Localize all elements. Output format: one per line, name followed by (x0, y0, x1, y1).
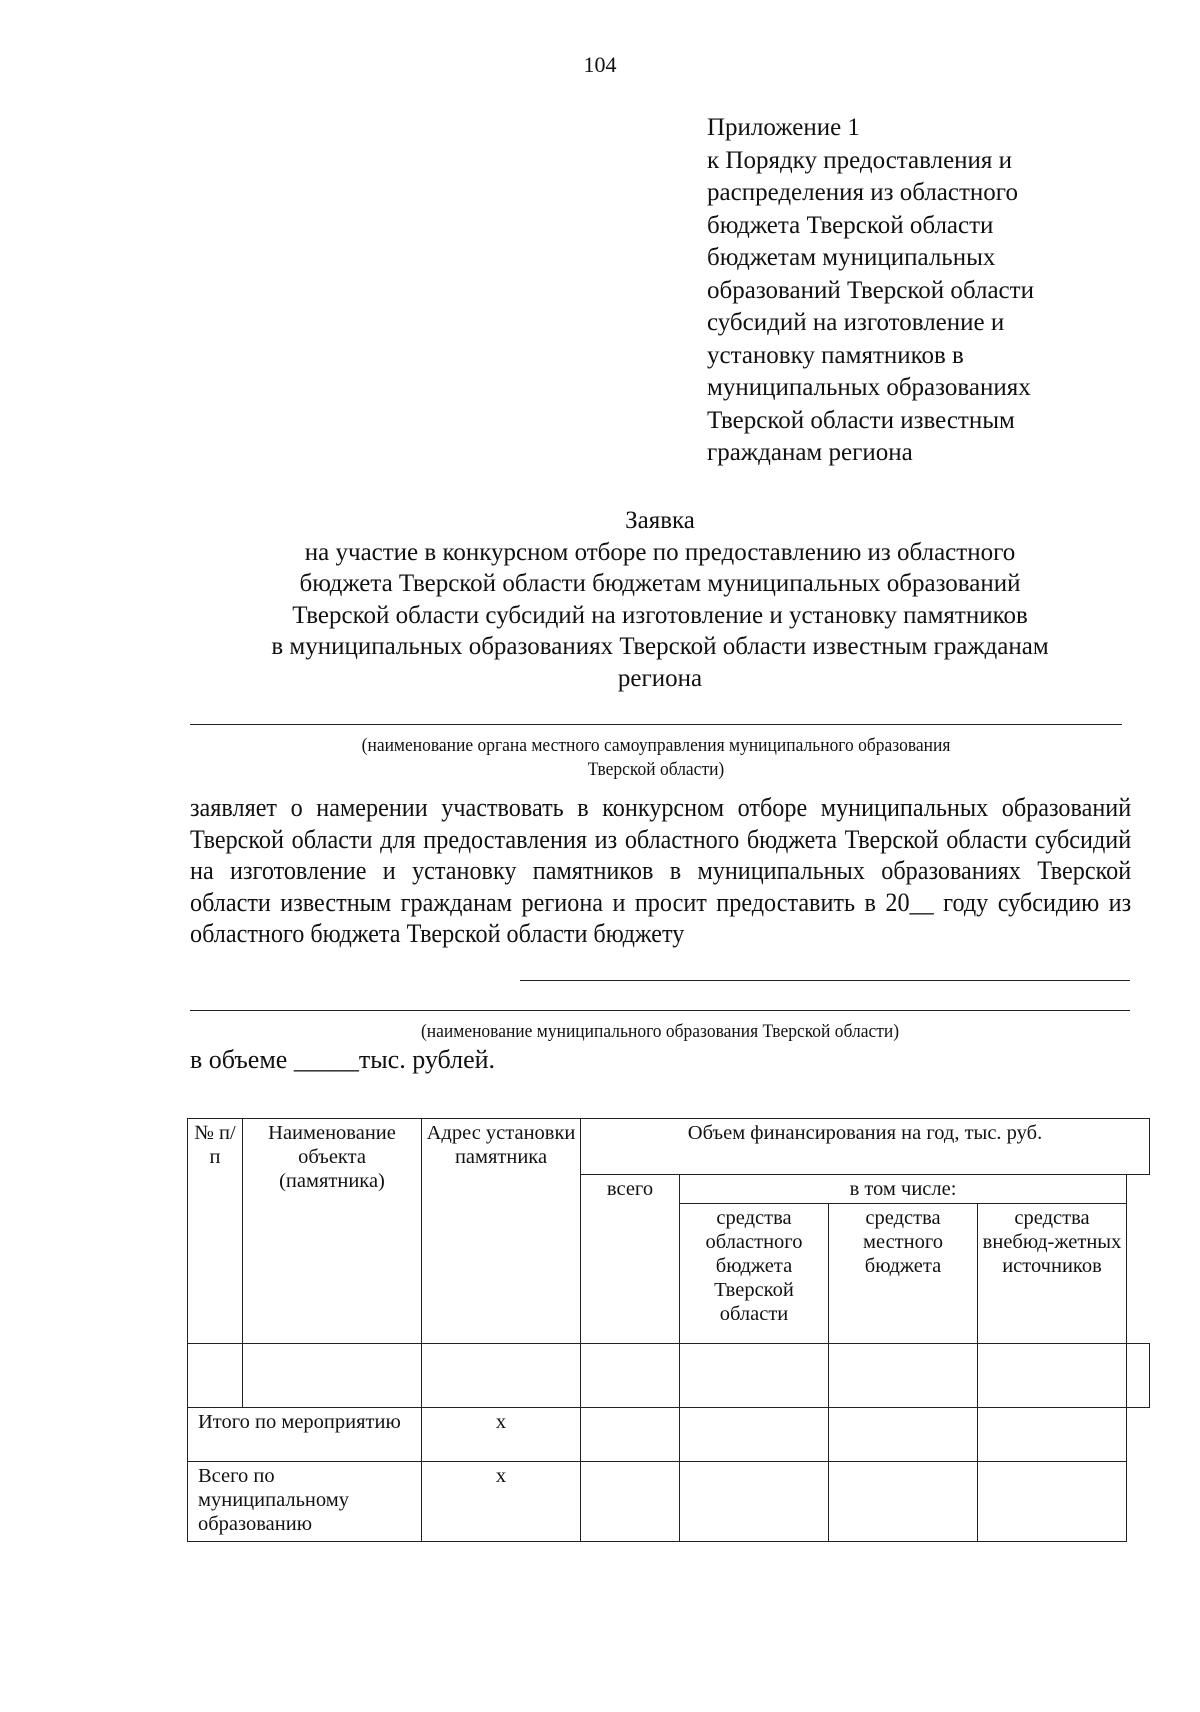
row-address: x (422, 1462, 581, 1542)
header-local: средства местного бюджета (829, 1204, 978, 1344)
volume-blank[interactable]: _____ (293, 1045, 359, 1074)
row-label: Всего по муниципальному образованию (188, 1462, 422, 1542)
caption-line: (наименование органа местного самоуправления муниципального образования (361, 735, 951, 756)
title-line: в муниципальных образованиях Тверской области известным гражданам (271, 633, 1049, 660)
header-total: всего (581, 1175, 680, 1344)
cell[interactable] (581, 1344, 680, 1408)
appendix-line: Тверской области известным (707, 406, 1015, 434)
appendix-line: бюджета Тверской области (707, 211, 994, 239)
volume-prefix: в объеме (190, 1045, 294, 1074)
cell[interactable] (680, 1408, 829, 1462)
caption-body-name (227, 734, 1084, 782)
caption-municipality: (наименование муниципального образования Тверской области) (420, 1021, 900, 1042)
cell[interactable] (422, 1344, 581, 1408)
cell[interactable] (581, 1408, 680, 1462)
appendix-line: к Порядку предоставления и (707, 146, 1013, 174)
header-name: Наименование объекта (памятника) (243, 1119, 422, 1344)
cell[interactable] (829, 1408, 978, 1462)
row-label: Итого по мероприятию (188, 1408, 422, 1462)
cell[interactable] (188, 1344, 243, 1408)
appendix-line: Приложение 1 (707, 114, 860, 141)
row-address: x (422, 1408, 581, 1462)
fill-line-budget[interactable] (520, 980, 1130, 981)
appendix-line: образований Тверской области (707, 276, 1034, 304)
body-paragraph: заявляет о намерении участвовать в конкурсном отборе муниципальных образований Тверской области для предоставления из областного бюджета Тверской области субсидий на изготовление и установку памятников в муниципальных образованиях Тверской области известным гражданам региона и просит предоставить в 20__ году субсидию из областного бюджета Тверской области бюджету (190, 793, 1132, 948)
title-line: региона (617, 664, 703, 692)
cell[interactable] (978, 1344, 1127, 1408)
cell[interactable] (1127, 1344, 1150, 1408)
page-number: 104 (583, 52, 617, 77)
caption-line: Тверской области) (587, 759, 725, 780)
appendix-line: гражданам региона (707, 439, 913, 466)
table-row-total-event (188, 1408, 1150, 1462)
fill-line-municipality[interactable] (190, 1010, 1130, 1011)
cell[interactable] (243, 1344, 422, 1408)
header-including: в том числе: (680, 1175, 1127, 1204)
funding-table (187, 1118, 1150, 1542)
title-line: Тверской области субсидий на изготовление и установку памятников (292, 601, 1028, 629)
cell[interactable] (829, 1462, 978, 1542)
fill-line-body-name[interactable] (190, 724, 1122, 725)
appendix-block (707, 112, 1034, 470)
cell[interactable] (581, 1462, 680, 1542)
document-title (190, 505, 1130, 694)
appendix-line: установку памятников в (707, 341, 964, 369)
appendix-line: распределения из областного (707, 179, 1018, 206)
appendix-line: муниципальных образованиях (707, 374, 1031, 401)
header-extrabudget: средства внебюд-жетных источников (978, 1204, 1127, 1344)
volume-line (190, 1045, 495, 1075)
cell[interactable] (978, 1408, 1127, 1462)
header-funding: Объем финансирования на год, тыс. руб. (581, 1119, 1150, 1175)
title-line: на участие в конкурсном отборе по предоставлению из областного (304, 538, 1016, 566)
appendix-line: бюджетам муниципальных (707, 244, 996, 271)
cell[interactable] (680, 1344, 829, 1408)
cell[interactable] (978, 1462, 1127, 1542)
title-line: бюджета Тверской области бюджетам муниципальных образований (299, 570, 1021, 597)
header-address: Адрес установки памятника (422, 1119, 581, 1344)
cell[interactable] (829, 1344, 978, 1408)
cell[interactable] (680, 1462, 829, 1542)
volume-suffix: тыс. рублей. (358, 1045, 496, 1074)
table-row-total-municipality (188, 1462, 1150, 1542)
appendix-line: субсидий на изготовление и (707, 309, 1005, 336)
header-num: № п/п (188, 1119, 243, 1344)
title-heading: Заявка (625, 507, 695, 534)
table-row-empty (188, 1344, 1150, 1408)
header-regional: средства областного бюджета Тверской области (680, 1204, 829, 1344)
